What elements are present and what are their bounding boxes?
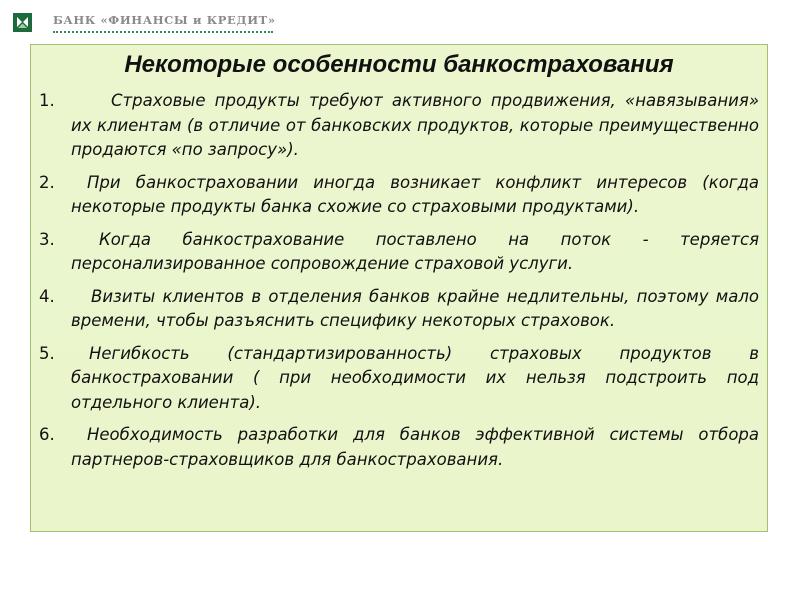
- bank-name: БАНК «ФИНАНСЫ и КРЕДИТ»: [53, 13, 276, 27]
- list-item: [39, 89, 759, 163]
- content-panel: [30, 44, 768, 532]
- item-text: Негибкость (стандартизированность) страховых продуктов в банкостраховании ( при необходимости их нельзя подстроить под отдельного клиента).: [71, 343, 759, 412]
- item-number: 5.: [39, 343, 55, 363]
- header-divider: [53, 31, 273, 33]
- bank-logo-icon: [13, 13, 32, 32]
- item-number: 4.: [39, 286, 55, 306]
- item-text: При банкостраховании иногда возникает конфликт интересов (когда некоторые продукты банка схожие со страховыми продуктами).: [71, 172, 759, 216]
- item-text: Необходимость разработки для банков эффективной системы отбора партнеров-страховщиков для банкострахования.: [71, 425, 759, 469]
- slide-title: Некоторые особенности банкострахования: [124, 51, 674, 78]
- item-number: 1.: [39, 91, 55, 110]
- list-item: [39, 285, 759, 334]
- item-text: Когда банкострахование поставлено на поток - теряется персонализированное сопровождение страховой услуги.: [71, 229, 759, 273]
- item-number: 6.: [39, 425, 55, 444]
- item-number: 2.: [39, 172, 55, 192]
- list-item: [39, 228, 759, 277]
- list-item: [39, 423, 759, 472]
- item-text: Страховые продукты требуют активного продвижения, «навязывания» их клиентам (в отличие от банковских продуктов, которые преимущественно продаются «по запросу»).: [71, 91, 759, 159]
- item-number: 3.: [39, 229, 55, 249]
- list-item: [39, 342, 759, 416]
- item-text: Визиты клиентов в отделения банков крайне недлительны, поэтому мало времени, чтобы разъяснить специфику некоторых страховок.: [71, 286, 759, 330]
- list-item: [39, 171, 759, 220]
- features-list: [39, 89, 759, 472]
